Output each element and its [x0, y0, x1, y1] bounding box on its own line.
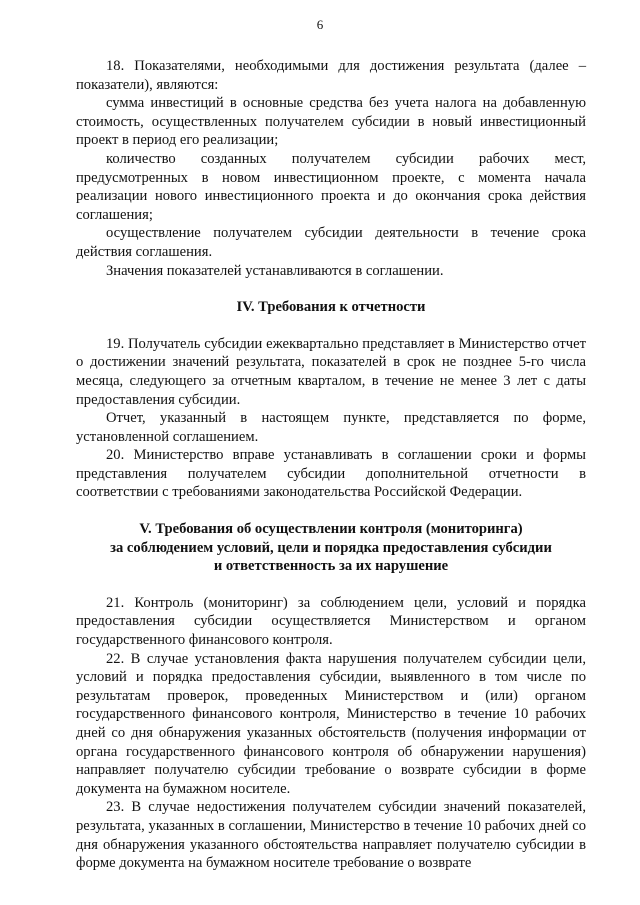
section-4-heading: IV. Требования к отчетности [236, 299, 426, 316]
paragraph-indicator-activity: осуществление получателем субсидии деятельности в течение срока действия соглашения. [76, 225, 586, 260]
paragraph-19-form: Отчет, указанный в настоящем пункте, представляется по форме, установленной соглашением. [76, 410, 586, 445]
page-number: 6 [316, 17, 324, 32]
paragraph-22: 22. В случае установления факта нарушения получателем субсидии цели, условий и порядка предоставления субсидии, выявленного в том числе по результатам проверок, проведенных Министерством и (или) органом государственного финансового контроля, Министерство в течение 10 рабочих дней со дня обнаружения указанных обстоятельств (получения информации от органа государственного финансового контроля об обнаружении нарушения) направляет получателю субсидии требование о возврате субсидии в форме документа на бумажном носителе. [76, 650, 586, 797]
section-5-heading-line-1: V. Требования об осуществлении контроля (мониторинга) [139, 521, 523, 538]
document-body [76, 57, 586, 873]
section-5-heading-line-2: за соблюдением условий, цели и порядка предоставления субсидии [110, 539, 552, 556]
paragraph-indicator-investment: сумма инвестиций в основные средства без учета налога на добавленную стоимость, осуществленных получателем субсидии в новый инвестиционный проект в период его реализации; [76, 95, 586, 149]
paragraph-indicator-jobs: количество созданных получателем субсидии рабочих мест, предусмотренных в новом инвестиционном проекте, с момента начала реализации нового инвестиционного проекта и до окончания срока действия соглашения; [76, 150, 586, 223]
paragraph-23: 23. В случае недостижения получателем субсидии значений показателей, результата, указанных в соглашении, Министерство в течение 10 рабочих дней со дня обнаружения указанного обстоятельства направляет получателю субсидии в форме документа на бумажном носителе требование о возврате [76, 799, 586, 872]
paragraph-20: 20. Министерство вправе устанавливать в соглашении сроки и формы представления получателем субсидии дополнительной отчетности в соответствии с требованиями законодательства Российской Федерации. [76, 447, 586, 501]
paragraph-18: 18. Показателями, необходимыми для достижения результата (далее – показатели), являются: [76, 58, 586, 93]
paragraph-21: 21. Контроль (мониторинг) за соблюдением цели, условий и порядка предоставления субсидии осуществляется Министерством и органом государственного финансового контроля. [76, 594, 586, 649]
paragraph-19: 19. Получатель субсидии ежеквартально представляет в Министерство отчет о достижении значений результата, показателей в срок не позднее 5-го числа месяца, следующего за отчетным кварталом, в течение не менее 3 лет с даты предоставления субсидии. [76, 335, 586, 408]
paragraph-indicator-values: Значения показателей устанавливаются в соглашении. [106, 262, 444, 279]
section-5-heading-line-3: и ответственность за их нарушение [213, 558, 449, 575]
